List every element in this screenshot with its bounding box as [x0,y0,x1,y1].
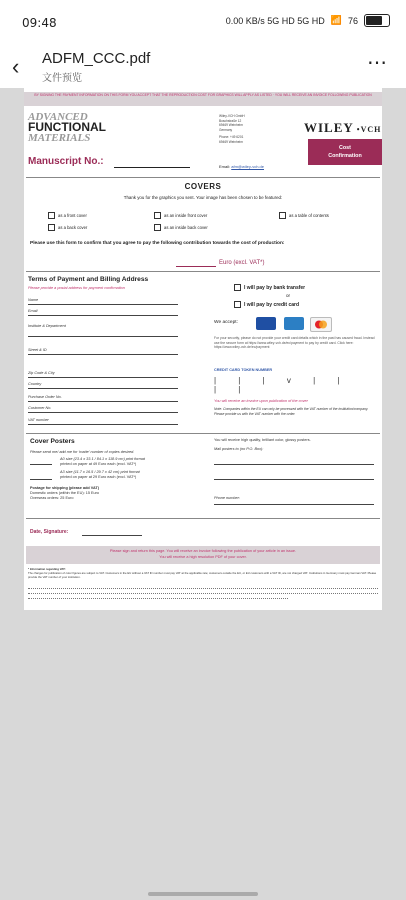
field-label: Customer No. [28,406,52,410]
a0-price: printed on paper at 49 Euro each (excl. VAT*) [60,462,137,466]
mastercard-icon [310,317,332,332]
checkbox[interactable] [279,212,286,219]
logo-line-3: MATERIALS [28,132,91,144]
checkbox[interactable] [48,212,55,219]
battery-level: 76 [347,15,358,26]
pdf-page[interactable] [24,88,382,610]
field-label: Institute & Department [28,324,66,328]
vat-field[interactable] [28,424,178,425]
field-label: Street & ID [28,348,47,352]
a0-line: A0 size (23.4 x 33.1 / 84.1 x 118.9 cm) print format [60,457,145,461]
customer-field[interactable] [28,412,178,413]
option-label: as a back cover [58,225,88,230]
sign-banner-line-2: You will receive a high resolution PDF of your cover. [159,555,247,559]
file-subtitle: 文件预览 [42,73,82,84]
pay-bank-label: I will pay by bank transfer [244,284,306,291]
card-token-label: CREDIT CARD TOKEN NUMBER [214,368,273,372]
status-bar [0,0,406,44]
covers-heading: COVERS [184,182,222,191]
status-icons [226,14,390,27]
sign-banner [26,546,380,564]
address-block [219,114,279,144]
name-field[interactable] [28,304,178,305]
checkbox[interactable] [234,284,241,291]
title-block [42,50,150,84]
confirm-text: Please use this form to confirm that you agree to pay the following contribution towards the cost of production: [30,241,285,246]
checkbox[interactable] [234,301,241,308]
euro-label: Euro (excl. VAT*) [219,260,265,266]
visa-card-icon [256,317,276,330]
email-label: Email: [219,164,231,169]
phone-label: Phone number: [214,496,240,500]
network-text: 0.00 KB/s 5G HD 5G HD [225,15,325,26]
wifi-icon: 📶 [330,15,342,25]
terms-title: Terms of Payment and Billing Address [28,276,149,283]
option-back-cover[interactable] [48,224,87,231]
checkbox[interactable] [48,224,55,231]
fine-print-body: The charges for publication of color figures are subject to VAT. Customers in the EU without a VAT ID number must pay VAT at the applicable rate; customers outside the EU, or EU customers with a VAT ID, are not charged VAT. Institutions in Germany must pay German VAT. Please provide the VAT number of your institution. [28,570,377,579]
option-front-cover[interactable] [48,212,87,219]
institute-field[interactable] [28,336,178,337]
date-signature-label: Date, Signature: [30,529,69,535]
field-label: Name [28,298,39,302]
back-arrow-icon[interactable]: ‹ [12,54,20,79]
cost-confirmation-badge [308,139,382,165]
badge-line-1: Cost [339,145,351,151]
terms-note: Please provide a postal address for payment confirmation [28,286,125,290]
battery-icon [364,14,390,27]
checkbox[interactable] [154,212,161,219]
or-text: or [286,293,291,298]
posters-note: Please send me/ add me for 'matte' number of copies desired. [30,450,135,454]
signature-field[interactable] [82,535,142,536]
vch-text: •VCH [353,125,382,134]
field-label: Email [28,309,38,313]
logo-line-1: ADVANCED [28,111,88,123]
fine-print-title: * Information regarding VAT: [28,567,66,571]
invoice-note: You will receive an invoice upon publication of the cover [214,399,308,403]
postage-title: Postage for shipping (please add VAT) [30,486,100,490]
publisher-logo [304,120,381,136]
app-bar [0,44,406,88]
city-field[interactable] [28,377,178,378]
email-field[interactable] [28,315,178,316]
logo-line-2: FUNCTIONAL [28,120,106,134]
field-label: Country [28,382,42,386]
pay-card-option[interactable] [234,301,299,308]
top-banner: BY SIGNING THE PAYMENT INFORMATION ON THIS FORM YOU ACCEPT THAT THE REPRODUCTION COST FOR GRAPHICS WILL APPLY AS LISTED · YOU WILL RECEIVE AN INVOICE FOLLOWING PUBLICATION [24,92,382,106]
file-title: ADFM_CCC.pdf [42,50,151,67]
address-line: Germany [219,127,233,132]
option-inside-back-cover[interactable] [154,224,208,231]
email-link[interactable]: afm@wiley-vch.de [231,164,264,169]
sign-banner-line-1: Please sign and return this page. You will receive an invoice following the publication of your article in an issue. [109,549,297,553]
email-line [219,164,264,169]
more-options-icon[interactable]: ⋯ [367,52,388,74]
country-field[interactable] [28,388,178,389]
fine-print-line [28,593,378,594]
checkbox[interactable] [154,224,161,231]
address-line: 69469 Weinheim [219,123,243,127]
postage-line: Overseas orders: 25 Euro [30,496,74,500]
option-label: as a front cover [58,213,87,218]
po-field[interactable] [28,401,178,402]
home-indicator[interactable] [148,892,258,896]
field-label: Zip Code & City [28,371,55,375]
card-token-field[interactable]: | | | v | | | | [214,376,350,394]
manuscript-label: Manuscript No.: [28,156,104,167]
vat-note: Note: Companies within the EU can only be processed with the VAT number of the institution/company. Please provide us with the VAT number with the order. [214,407,369,416]
thanks-text: Thank you for the graphics you sent. Your image has been chosen to be featured: [123,195,283,200]
status-time: 09:48 [22,16,57,30]
street-field[interactable] [28,354,178,355]
address-line: 69469 Weinheim [219,139,243,144]
ship-note: Mail posters to (no P.O. Box): [214,447,264,451]
postage-line: Domestic orders (within the EU): 15 Euro [30,491,100,495]
pay-bank-option[interactable] [234,284,305,291]
field-label: Purchase Order No. [28,395,62,399]
we-accept-label: We accept: [214,320,238,325]
manuscript-field[interactable] [114,167,190,168]
posters-title: Cover Posters [30,438,75,445]
fine-print-line [28,588,378,589]
ship-address-field[interactable] [214,479,374,480]
option-label: as an inside front cover [164,213,208,218]
address-line: Wiley-VCH GmbH [219,114,245,118]
badge-line-2: Confirmation [328,153,362,159]
journal-logo [28,112,118,143]
a3-qty-field[interactable] [30,479,52,480]
divider [26,177,380,178]
a3-price: printed on paper at 29 Euro each (excl. VAT*) [60,475,137,479]
option-toc[interactable] [279,212,329,219]
option-label: as an inside back cover [164,225,208,230]
posters-section [26,433,380,519]
phone-field[interactable] [214,504,374,505]
option-inside-front-cover[interactable] [154,212,207,219]
option-label: as a table of contents [289,213,329,218]
a0-qty-field[interactable] [30,464,52,465]
amex-card-icon [284,317,304,330]
address-line: Boschstraße 12 [219,118,242,123]
amount-field[interactable] [176,266,216,267]
fine-print-line [28,598,288,599]
wiley-text: WILEY [304,120,354,135]
a3-line: A3 size (11.7 x 16.5 / 29.7 x 42 cm) print format [60,470,140,474]
address-line: Phone: +49 6201 [219,135,244,139]
field-label: VAT number [28,418,49,422]
pay-card-label: I will pay by credit card [244,301,300,308]
gloss-note: You will receive high quality, brilliant color, glossy posters. [214,438,311,442]
fine-print [28,568,378,579]
divider [26,271,380,272]
card-security-note: For your security, please do not provide your credit card details which in the past has caused fraud. Instead use the secure form at https://www.wiley-vch.de/ec/payment to pay by credit card. Click here: https://www.wiley-vch.de/ec/payment [214,336,375,350]
ship-address-field[interactable] [214,464,374,465]
